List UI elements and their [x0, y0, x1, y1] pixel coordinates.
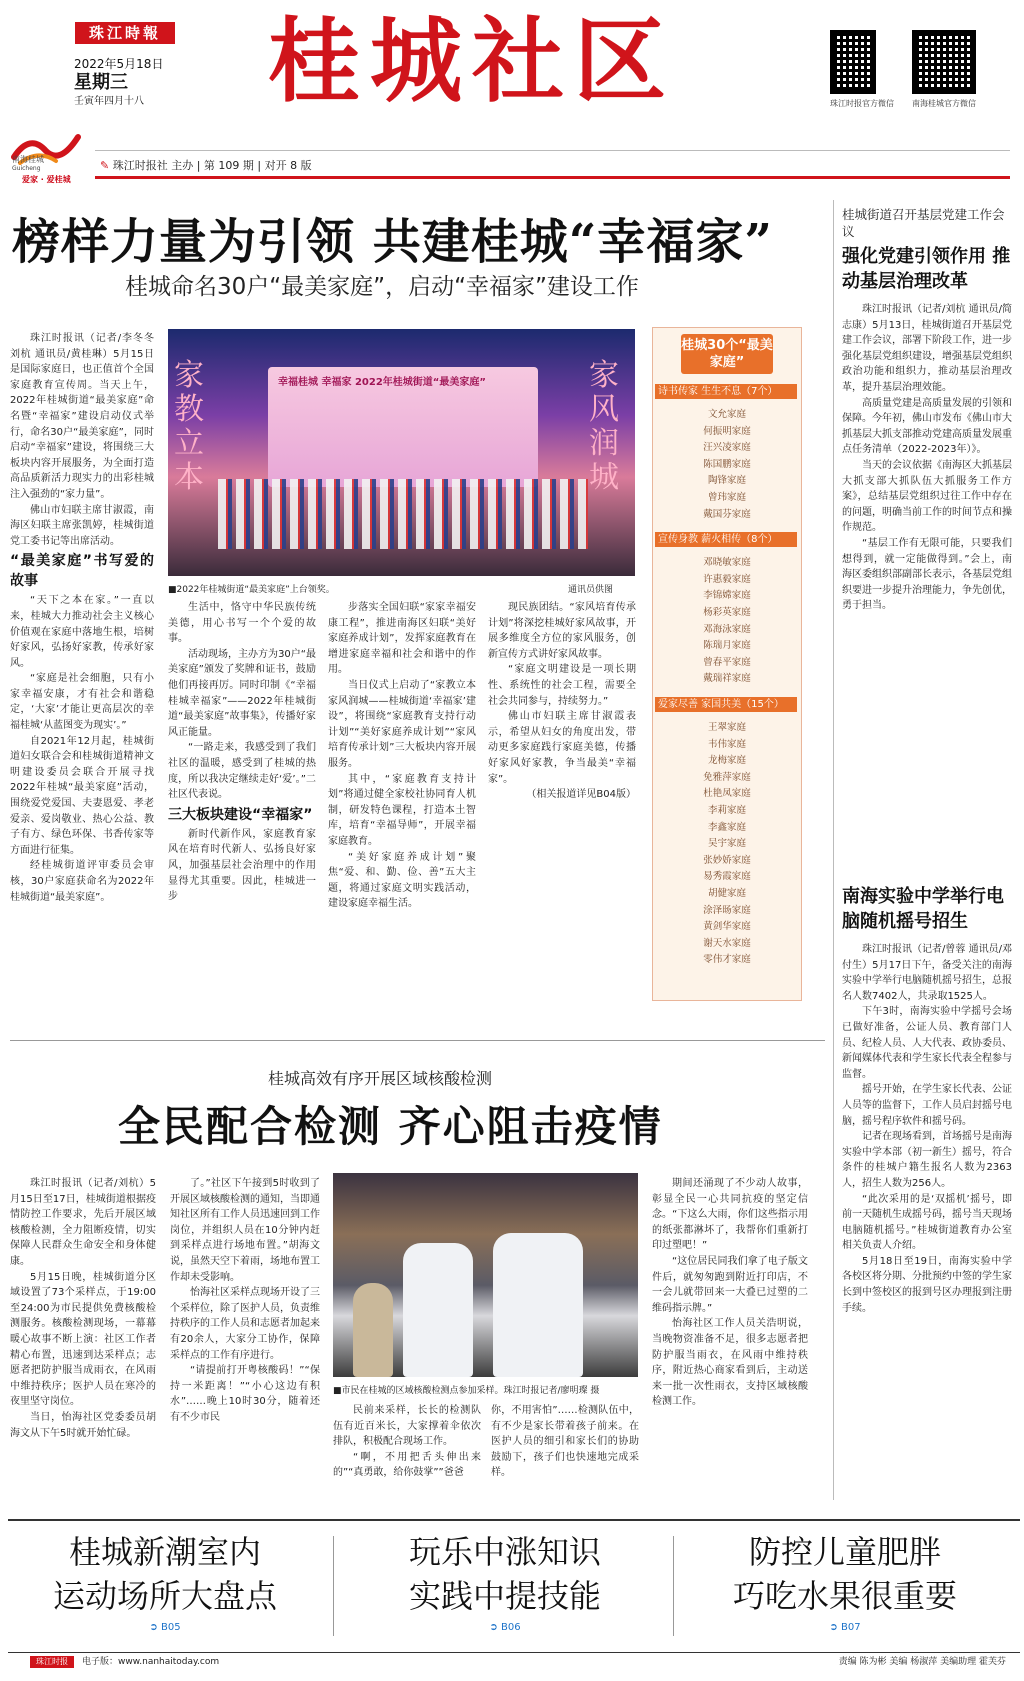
promo-line: 运动场所大盘点 [52, 1577, 277, 1615]
qr-caption-1: 珠江时报官方微信 [830, 99, 894, 108]
promo-line: 玩乐中涨知识 [408, 1533, 601, 1571]
honor-family-name: 杜艳凤家庭 [703, 788, 751, 800]
issue-weekday: 星期三 [74, 72, 128, 93]
paragraph: 你，不用害怕”……检测队伍中，有不少是家长带着孩子前来。在医护人员的细引和家长们的协助鼓励下，孩子们也快速地完成采样。 [491, 1405, 639, 1479]
promo-line: 防控儿童肥胖 [748, 1533, 941, 1571]
masthead-rule [95, 176, 1010, 179]
honor-list-box [652, 327, 802, 1001]
paragraph: 珠江时报讯（记者/刘杭 通讯员/简志康）5月13日，桂城街道召开基层党建工作会议，部署下阶段工作，进一步强化基层党组织建设，增强基层党组织政治功能和组织力，推动基层治理改革，提升基层治理效能。 [842, 304, 1012, 393]
honor-family-name: 零伟才家庭 [703, 954, 751, 966]
footer-tag: 珠江时报 [30, 1656, 74, 1668]
honor-family-name: 曾春平家庭 [703, 656, 751, 668]
district-slogan: 爱家 · 爱桂城 [22, 175, 71, 184]
paragraph: 自2021年12月起，桂城街道妇女联合会和桂城街道精神文明建设委员会联合开展寻找2022年桂城“最美家庭”活动，围绕爱党爱国、夫妻恩爱、孝老爱亲、爱岗敬业、热心公益、教子有方、绿色环保、书香传家等方面进行征集。 [10, 735, 154, 856]
side-story-1-headline[interactable]: 强化党建引领作用 推动基层治理改革 [842, 246, 1011, 292]
paragraph: 期间还涌现了不少动人故事，彰显全民一心共同抗疫的坚定信念。“下这么大雨，你们这些指示用的纸张都淋坏了，我帮你们重新打印过塑吧！” [652, 1178, 808, 1252]
paragraph: 珠江时报讯（记者/刘杭）5月15日至17日，桂城街道根据疫情防控工作要求，先后开展区域核酸检测，全力阻断疫情，切实保障人民群众生命安全和身体健康。 [10, 1178, 156, 1267]
paragraph: “美好家庭养成计划”聚焦“爱、和、勤、俭、善”五大主题，将通过家庭文明实践活动，建设家庭幸福生活。 [328, 851, 476, 910]
honor-family-name: 韦伟家庭 [707, 738, 746, 750]
section-divider [10, 1040, 825, 1041]
footer-web[interactable]: 电子版：www.nanhaitoday.com [82, 1657, 220, 1667]
divider [333, 1536, 334, 1636]
lead-photo[interactable] [168, 329, 635, 576]
honor-category: 宣传身教 薪火相传（8个） [655, 532, 797, 547]
paragraph: 摇号开始，在学生家长代表、公证人员等的监督下，工作人员启封摇号电脑，摇号程序软件和摇号码。 [842, 1084, 1012, 1127]
paragraph: 记者在现场看到，首场摇号是南海实验中学本部（初一新生）摇号，符合条件的桂城户籍生报名人数为2363人，招生人数为256人。 [842, 1131, 1012, 1189]
paragraph: 民前来采样，长长的检测队伍有近百米长，大家撑着伞依次排队，积极配合现场工作。 [333, 1405, 481, 1448]
side-story-1-kicker: 桂城街道召开基层党建工作会议 [842, 207, 1005, 239]
honor-family-name: 易秀霞家庭 [703, 871, 751, 883]
promo-ref[interactable] [340, 1622, 670, 1633]
story2-photo[interactable] [333, 1173, 638, 1377]
honor-family-name: 王翠家庭 [707, 722, 746, 733]
paragraph: 佛山市妇联主席甘淑霞表示，希望从妇女的角度出发，带动更多家庭践行家庭美德，传播好家风好家教，争当最美“幸福家”。 [488, 711, 636, 785]
arrow-icon: ➲ [489, 1622, 501, 1633]
promo-b07[interactable] [680, 1530, 1010, 1633]
lead-subhead-2: 三大板块建设“幸福家” [168, 806, 313, 823]
honor-family-name: 邓海泳家庭 [703, 623, 751, 635]
honor-family-name: 涂泽旸家庭 [703, 904, 751, 916]
photo-people [218, 479, 588, 549]
side-story-1 [842, 206, 1012, 842]
lead-column-3 [328, 600, 476, 1005]
honor-family-name: 张妙娇家庭 [703, 854, 751, 866]
edition-line [100, 157, 312, 173]
paragraph: 高质量党建是高质量发展的引领和保障。今年初，佛山市发布《佛山市大抓基层大抓支部推动党建高质量发展重点任务清单（2022-2023年）》。 [842, 397, 1012, 456]
paragraph: “这位居民同我们拿了电子版文件后，就匆匆跑到附近打印店，不一会儿就带回来一大叠已过塑的二维码指示牌。” [652, 1255, 808, 1314]
promo-line: 巧吃水果很重要 [732, 1577, 957, 1615]
issue-date: 2022年5月18日 [74, 57, 164, 71]
lead-column-1 [10, 331, 154, 1011]
paragraph: 怡海社区工作人员关浩明说，当晚物资准备不足，很多志愿者把防护服当雨衣，在风雨中维持秩序，附近热心商家看到后，主动送来一批一次性雨衣，支持区域核酸检测工作。 [652, 1318, 808, 1408]
paragraph: 5月15日晚，桂城街道分区域设置了73个采样点，于19:00至24:00为市民提供免费核酸检测服务。核酸检测现场，一幕幕暖心故事不断上演：社区工作者精心布置，迅速到达采样点；志愿者把防护服当成雨衣，在风雨中维持秩序；医护人员在寒冷的夜里坚守岗位。 [10, 1271, 156, 1408]
paragraph: 珠江时报讯（记者/曾蓉 通讯员/邓付生）5月17日下午，备受关注的南海实验中学举行电脑随机摇号招生，总报名人数7402人，共录取1525人。 [842, 944, 1012, 1002]
honor-family-name: 陈瑞月家庭 [703, 640, 751, 652]
paragraph: “家庭是社会细胞，只有小家幸福安康，才有社会和谐稳定，‘大家’才能让更高层次的幸福桂城‘从蓝图变为现实’。” [10, 673, 154, 732]
footer-credits: 责编 陈为彬 美编 杨淑萍 美编助理 霍芙芬 [838, 1657, 1006, 1667]
promo-b05[interactable] [0, 1530, 330, 1633]
honor-family-name: 许惠毅家庭 [703, 573, 751, 585]
column-divider [833, 200, 834, 1500]
honor-family-name: 谢天水家庭 [703, 937, 751, 949]
qr-code-icon[interactable] [912, 30, 976, 94]
story2-column-3 [333, 1403, 481, 1511]
honor-family-name: 戴瑞祥家庭 [703, 673, 751, 685]
honor-family-name: 龙梅家庭 [707, 755, 746, 767]
see-also-ref[interactable]: （相关报道详见B04版） [526, 789, 636, 801]
paragraph: “此次采用的是‘双摇机’摇号，即前一天随机生成摇号码，摇号当天现场电脑随机摇号。”桂城街道教育办公室相关负责人介绍。 [842, 1193, 1012, 1252]
photo-sign-right: 家风润城 [589, 358, 619, 495]
paragraph: 珠江时报讯（记者/李冬冬 刘杭 通讯员/黄桂琳）5月15日是国际家庭日，也正值首个全国家庭教育宣传周。当天上午，2022年桂城街道“最美家庭”命名暨“幸福家”建设启动仪式举行，命名30户“最美家庭”，同时启动“幸福家”建设，将围绕三大板块内容开展服务，为全面打造高品质新活力现实力的出彩桂城注入强劲的“家力量”。 [10, 333, 154, 500]
lead-headline[interactable]: 榜样力量为引领 共建桂城“幸福家” [12, 214, 773, 270]
paragraph: “家庭文明建设是一项长期性、系统性的社会工程，需要全社会共同参与，持续努力。” [488, 664, 636, 707]
promo-b06[interactable] [340, 1530, 670, 1633]
paragraph: “基层工作有无限可能，只要我们想得到，就一定能做得到。”会上，南海区委组织部副部长表示，各基层党组织要进一步提升治理能力，争先创优，勇于担当。 [842, 537, 1012, 612]
paragraph: 活动现场，主办方为30户“最美家庭”颁发了奖牌和证书，鼓励他们再接再厉。同时印制《“幸福桂城幸福家”——2022年桂城街道“最美家庭”故事集》，传播好家风正能量。 [168, 648, 316, 738]
honor-family-name: 吴宇家庭 [707, 838, 746, 850]
lunar-date: 壬寅年四月十八 [74, 96, 144, 107]
paragraph: 当日仪式上启动了“家教立本 家风润城——桂城街道‘幸福家’建设”，将围绕“家庭教育支持行动计划”“美好家庭养成计划”“家风培育传承计划”三大板块内容开展服务。 [328, 679, 476, 769]
story2-column-4 [652, 1176, 808, 1511]
photo-sign-left: 家教立本 [174, 358, 204, 495]
paragraph: 5月18日至19日，南海实验中学各校区将分期、分批预约中签的学生家长到中签校区的报到号区办理报到注册手续。 [842, 1255, 1012, 1314]
qr-block-2[interactable] [912, 30, 976, 109]
page-title: 桂城社区 [268, 7, 677, 115]
honor-family-name: 何振明家庭 [703, 425, 751, 437]
district-name [12, 154, 44, 172]
honor-family-name: 胡健家庭 [707, 888, 746, 899]
bottom-rule [8, 1519, 1020, 1521]
promo-ref[interactable] [680, 1622, 1010, 1633]
paragraph: 步落实全国妇联“家家幸福安康工程”，推进南海区妇联“美好家庭养成计划”，发挥家庭教育在增进家庭幸福和社会和谐中的作用。 [328, 602, 476, 676]
story2-kicker: 桂城高效有序开展区域核酸检测 [268, 1069, 493, 1088]
honor-family-name: 邓晓敏家庭 [703, 557, 751, 569]
district-name-en: Guicheng [12, 165, 41, 172]
arrow-icon: ➲ [829, 1622, 841, 1633]
lead-column-2 [168, 600, 316, 1005]
paragraph: “啊，不用把舌头伸出来的”“真勇敢，给你鼓掌””爸爸 [333, 1451, 481, 1479]
edition-text: 珠江时报社 主办 | 第 109 期 | 对开 8 版 [112, 159, 312, 172]
honor-family-name: 杨彩英家庭 [703, 607, 751, 618]
honor-category: 诗书传家 生生不息（7个） [655, 384, 797, 399]
date-block [74, 56, 163, 110]
paragraph: 怡海社区采样点现场开设了三个采样位，除了医护人员，负责维持秩序的工作人员和志愿者加起来有20余人，大家分工协作，保障采样点的工作有序进行。 [170, 1287, 320, 1361]
side-story-2 [842, 884, 1012, 1502]
promo-ref[interactable] [0, 1622, 330, 1633]
side-story-2-body [842, 942, 1012, 1502]
photo-banner [268, 367, 538, 487]
honor-family-name: 戴国芬家庭 [703, 508, 751, 520]
promo-ref-text: B07 [840, 1622, 861, 1633]
lead-photo-caption: ■2022年桂城街道“最美家庭”上台领奖。 [168, 585, 335, 595]
honor-family-name: 黄剑华家庭 [703, 921, 751, 933]
divider [673, 1536, 674, 1636]
story2-headline[interactable]: 全民配合检测 齐心阻击疫情 [118, 1102, 663, 1151]
promo-ref-text: B05 [160, 1622, 181, 1633]
promo-ref-text: B06 [500, 1622, 521, 1633]
paragraph: 当天的会议依据《南海区大抓基层大抓支部大抓队伍大抓服务工作方案》，总结基层党组织过往工作中存在的问题，明确当前工作的时间节点和操作规范。 [842, 459, 1012, 534]
promo-line: 实践中提技能 [408, 1577, 601, 1615]
honor-family-name: 文允家庭 [707, 409, 746, 420]
paragraph: “一路走来，我感受到了我们社区的温暖，感受到了桂城的热度，所以我决定继续走好‘爱’。”二社区代表说。 [168, 742, 316, 801]
photo-figure [403, 1243, 473, 1377]
side-story-1-body [842, 302, 1012, 842]
paragraph: 佛山市妇联主席甘淑霞，南海区妇联主席张凯婷，桂城街道党工委书记等出席活动。 [10, 504, 154, 547]
lead-subheadline: 桂城命名30户“最美家庭”，启动“幸福家”建设工作 [125, 274, 639, 300]
honor-family-name: 免雅萍家庭 [703, 771, 751, 783]
paragraph: 了。”社区下午接到5时收到了开展区域核酸检测的通知，当即通知社区所有工作人员迅速回到工作岗位，并组织人员在10分钟内赶到采样点进行场地布置。”胡海文说，虽然天空下着雨，场地布置工作却未受影响。 [170, 1178, 320, 1283]
story2-column-1 [10, 1176, 156, 1511]
promo-line: 桂城新潮室内 [68, 1533, 261, 1571]
story2-column-2 [170, 1176, 320, 1511]
qr-caption-2: 南海桂城官方微信 [912, 99, 976, 108]
honor-family-name: 陈国鹏家庭 [703, 458, 751, 470]
honor-family-name: 李鑫家庭 [707, 821, 746, 833]
side-story-2-headline[interactable]: 南海实验中学举行电脑随机摇号招生 [842, 886, 1004, 932]
honor-list-head: 桂城30个“最美家庭” [681, 334, 773, 374]
lead-column-4 [488, 600, 636, 1005]
paragraph: 生活中，恪守中华民族传统美德，用心书写一个个爱的故事。 [168, 602, 316, 645]
footer [8, 1652, 1020, 1671]
divider [95, 150, 1010, 151]
lead-subhead-1: “最美家庭”书写爱的故事 [10, 553, 154, 590]
lead-photo-credit: 通讯员供图 [568, 585, 614, 595]
story2-photo-caption: ■市民在桂城的区域核酸检测点参加采样。珠江时报记者/廖明璨 摄 [333, 1386, 600, 1396]
paragraph: “请提前打开粤核酸码！”“保持一米距离！”“小心这边有积水”……晚上10时30分，随着还有不少市民 [170, 1365, 320, 1423]
story2-column-3b [491, 1403, 639, 1511]
photo-figure [353, 1283, 393, 1377]
paragraph: 现民族团结。“家风培育传承计划”将深挖桂城好家风故事，开展多维度全方位的家风服务，创新宣传方式讲好家风故事。 [488, 602, 636, 660]
paragraph: 其中，“家庭教育支持计划”将通过健全家校社协同育人机制，研发特色课程，打造本土智库，培育“幸福导师”，开展幸福家庭教育。 [328, 773, 476, 847]
honor-family-name: 李锦嫦家庭 [703, 590, 751, 602]
honor-family-name: 李莉家庭 [707, 805, 746, 816]
honor-family-name: 陶锋家庭 [707, 475, 746, 487]
paragraph: 新时代新作风，家庭教育家风在培育时代新人、弘扬良好家风，加强基层社会治理中的作用显得尤其重要。因此，桂城进一步 [168, 828, 316, 903]
qr-code-icon[interactable] [830, 30, 876, 94]
photo-banner-text: 幸福桂城 幸福家 2022年桂城街道“最美家庭” [278, 377, 486, 388]
photo-figure [493, 1233, 583, 1377]
paragraph: “天下之本在家。”一直以来，桂城大力推动社会主义核心价值观在家庭中落地生根，培树好家风，弘扬好家教，传承好家风。 [10, 595, 154, 669]
arrow-icon: ➲ [149, 1622, 161, 1633]
paragraph: 经桂城街道评审委员会审核，30户家庭获命名为2022年桂城街道“最美家庭”。 [10, 860, 154, 903]
qr-block-1[interactable] [830, 30, 894, 109]
honor-family-name: 曾玮家庭 [707, 492, 746, 503]
paragraph: 下午3时，南海实验中学摇号会场已做好准备，公证人员、教育部门人员、纪检人员、人大代表、政协委员、新闻媒体代表和学生家长代表全程参与监督。 [842, 1006, 1012, 1080]
honor-family-name: 汪兴凌家庭 [703, 442, 751, 454]
honor-category: 爱家尽善 家国共美（15个） [655, 697, 797, 712]
pen-icon: ✎ [100, 159, 110, 172]
paper-logo: 珠江時報 [75, 22, 175, 44]
district-name-cn: 南海桂城 [12, 155, 44, 164]
paragraph: 当日，怡海社区党委委员胡海文从下午5时就开始忙碌。 [10, 1411, 156, 1439]
